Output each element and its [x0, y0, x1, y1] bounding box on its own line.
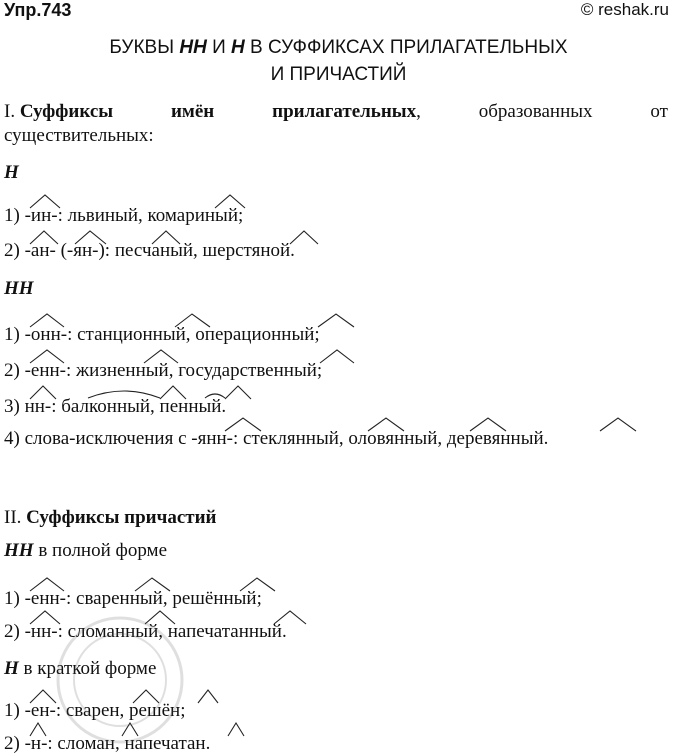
suffix-mark [198, 690, 218, 703]
exercise-number: Упр.743 [4, 0, 72, 20]
group-nn-label: НН [4, 278, 34, 299]
page-title [0, 34, 677, 88]
title-nn: НН [179, 37, 207, 58]
list-item: 2) -н-: сломан, напечатан. [4, 733, 211, 754]
participle-nn-caption: НН в полной форме [4, 540, 167, 561]
section-1-heading: I. Суффиксы имён прилагательных, образованных от существительных: [4, 101, 668, 146]
reshak-watermark-icon [50, 610, 190, 750]
site-credit: © reshak.ru [580, 0, 669, 19]
group-n-label: Н [4, 162, 19, 183]
list-item: 1) -енн-: сваренный, решённый; [4, 588, 262, 609]
list-item: 4) слова-исключения с -янн-: стеклянный, оловянный, деревянный. [4, 428, 549, 449]
list-item: 2) -нн-: сломанный, напечатанный. [4, 621, 287, 642]
list-item: 1) -онн-: станционный, операционный; [4, 324, 320, 345]
participle-n-caption: Н в краткой форме [4, 658, 157, 679]
title-n: Н [231, 37, 245, 58]
list-item: 3) нн-: балконный, пенный. [4, 396, 227, 417]
list-item: 1) -ен-: сварен, решён; [4, 700, 186, 721]
section-2-heading: II. Суффиксы причастий [4, 507, 217, 528]
title-line-2: И ПРИЧАСТИЙ [270, 64, 407, 85]
title-line-1: БУКВЫ НН И Н В СУФФИКСАХ ПРИЛАГАТЕЛЬНЫХ [109, 37, 568, 58]
suffix-mark [228, 723, 244, 736]
list-item: 2) -ан- (-ян-): песчаный, шерстяной. [4, 240, 295, 261]
suffix-mark [600, 418, 636, 431]
list-item: 1) -ин-: львиный, комариный; [4, 205, 244, 226]
suffix-mark [320, 350, 354, 363]
suffix-mark [225, 386, 251, 399]
list-item: 2) -енн-: жизненный, государственный; [4, 360, 323, 381]
suffix-mark [318, 314, 354, 327]
